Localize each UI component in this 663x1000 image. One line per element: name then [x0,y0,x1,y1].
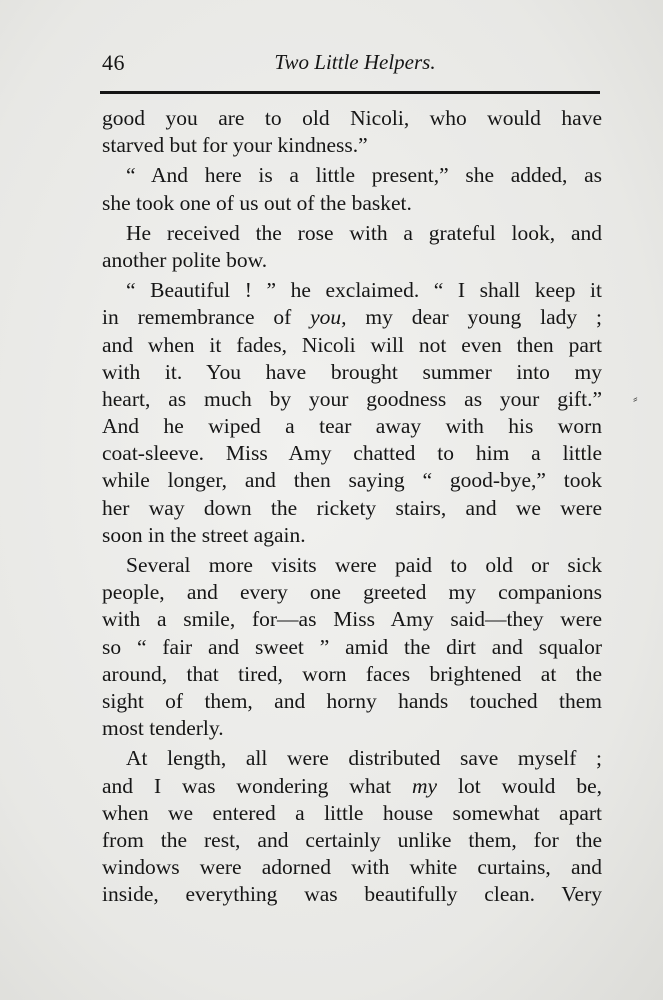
body-text [102,105,602,908]
text-line: He received the rose with a grateful look, and [126,220,602,245]
edge-mark: ⸗ [633,392,638,407]
text-line: people, and every one greeted my companions [102,580,602,605]
text-line: so “ fair and sweet ” amid the dirt and squalor [102,634,602,659]
text-line: “ Beautiful ! ” he exclaimed. “ I shall keep it [126,278,602,303]
emphasis: my [412,773,438,798]
text-line: and when it fades, Nicoli will not even then part [102,332,602,357]
page-number: 46 [102,50,125,75]
text-line: windows were adorned with white curtains, and [102,855,602,880]
text-line: and I was wondering what my lot would be, [102,773,602,798]
text-line: another polite bow. [102,247,268,272]
text-line: with a smile, for—as Miss Amy said—they were [102,607,602,632]
text-line: her way down the rickety stairs, and we were [102,495,602,520]
running-title: Two Little Helpers. [274,50,436,74]
text-line: most tenderly. [102,716,224,741]
text-line: good you are to old Nicoli, who would have [102,106,602,130]
text-line: At length, all were distributed save myself ; [126,746,602,771]
text-line: coat-sleeve. Miss Amy chatted to him a little [102,441,602,466]
text-line: soon in the street again. [102,522,306,547]
text-line: in remembrance of you, my dear young lady ; [102,305,602,330]
text-line: And he wiped a tear away with his worn [102,414,602,439]
emphasis: you, [310,305,347,330]
text-line: from the rest, and certainly unlike them, for the [102,827,602,852]
text-line: sight of them, and horny hands touched them [102,688,602,713]
page-header [100,44,600,84]
text-line: “ And here is a little present,” she added, as [126,163,602,188]
header-rule [100,91,600,94]
text-line: around, that tired, worn faces brightened at the [102,661,602,686]
text-line: while longer, and then saying “ good-bye,” took [102,468,602,493]
text-line: with it. You have brought summer into my [102,359,602,384]
text-line: starved but for your kindness.” [102,133,368,158]
text-line: she took one of us out of the basket. [102,190,412,215]
text-line: Several more visits were paid to old or sick [126,553,602,577]
text-line: inside, everything was beautifully clean. Very [102,882,602,907]
text-line: when we entered a little house somewhat apart [102,800,602,825]
text-line: heart, as much by your goodness as your gift.” [102,386,602,411]
